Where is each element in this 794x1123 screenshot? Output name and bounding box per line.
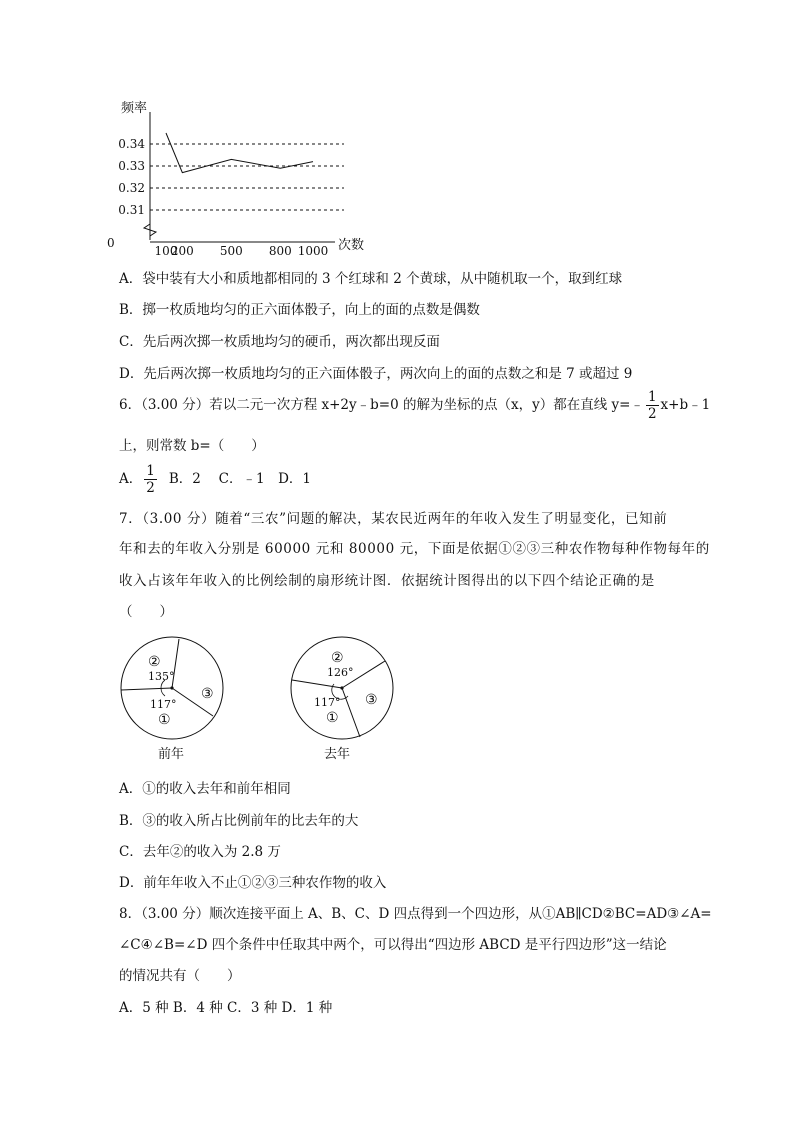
x-tick-label: 100 <box>154 244 178 258</box>
q6-option-a-fraction: $\frac{1}{2}$ <box>146 463 155 496</box>
q8-stem-line3: 的情况共有（ ） <box>119 968 241 984</box>
pie1-angle-bottom: 117° <box>150 698 177 711</box>
q6-option-a-prefix: A． <box>119 471 143 487</box>
q7-stem-line1: 7．（3.00 分）随着“三农”问题的解决，某农民近两年的年收入发生了明显变化，已知前 <box>119 511 668 527</box>
pie2-label-2: ② <box>331 650 344 666</box>
q7-stem-line3: 收入占该年年收入的比例绘制的扇形统计图．依据统计图得出的以下四个结论正确的是 <box>119 573 655 589</box>
q6-options-rest: B．2 C．﹣1 D．1 <box>168 471 311 487</box>
pie1-label-3: ③ <box>201 686 214 702</box>
pie1-label-1: ① <box>158 712 171 728</box>
frequency-series-line <box>166 133 313 173</box>
q5-option-b: B．掷一枚质地均匀的正六面体骰子，向上的面的点数是偶数 <box>119 302 480 318</box>
q6-stem-part1: 6．（3.00 分）若以二元一次方程 x+2y﹣b=0 的解为坐标的点（x，y）都在直线 y=﹣ <box>119 397 644 413</box>
pie2-label-1: ① <box>326 710 339 726</box>
y-axis-label: 频率 <box>121 101 148 116</box>
y-tick-label: 0.33 <box>118 159 145 173</box>
q8-stem-line1: 8．（3.00 分）顺次连接平面上 A、B、C、D 四点得到一个四边形，从①AB∥CD②BC=AD③∠A= <box>119 906 712 922</box>
frequency-line-chart <box>100 92 370 262</box>
pie2-angle-top: 126° <box>327 666 354 679</box>
q6-options <box>119 462 311 496</box>
q5-option-d: D．先后两次掷一枚质地均匀的正六面体骰子，两次向上的面的点数之和是 7 或超过 9 <box>119 366 633 382</box>
q5-option-c: C．先后两次掷一枚质地均匀的硬币，两次都出现反面 <box>119 334 440 350</box>
pie-chart-last-year <box>280 636 410 766</box>
q8-options: A．5 种 B．4 种 C．3 种 D．1 种 <box>119 1000 333 1016</box>
q8-stem-line2: ∠C④∠B=∠D 四个条件中任取其中两个，可以得出“四边形 ABCD 是平行四边形”这一结论 <box>119 937 667 953</box>
pie1-angle-top: 135° <box>148 670 175 683</box>
q7-option-a: A．①的收入去年和前年相同 <box>119 781 291 797</box>
pie-chart-previous-year <box>110 636 240 766</box>
y-tick-label: 0.34 <box>118 137 145 151</box>
q7-stem-line2: 年和去的年收入分别是 60000 元和 80000 元，下面是依据①②③三种农作物每种作物每年的 <box>119 541 710 557</box>
x-tick-label: 500 <box>219 244 243 258</box>
q6-fraction: $\frac{1}{2}$ <box>647 389 657 422</box>
q7-option-c: C．去年②的收入为 2.8 万 <box>119 844 281 860</box>
q6-stem-line2: 上，则常数 b=（ ） <box>119 438 265 454</box>
q7-option-d: D．前年年收入不止①②③三种农作物的收入 <box>119 875 387 891</box>
q7-option-b: B．③的收入所占比例前年的比去年的大 <box>119 813 359 829</box>
y-tick-label: 0.31 <box>118 203 145 217</box>
x-tick-label: 200 <box>170 244 194 258</box>
y-tick-label: 0.32 <box>118 181 145 195</box>
pie1-caption: 前年 <box>158 747 185 762</box>
q6-stem-part2: x+b﹣1 <box>660 397 711 413</box>
q7-stem-line4: （ ） <box>119 604 173 620</box>
x-tick-label: 1000 <box>297 244 329 258</box>
q5-option-a: A．袋中装有大小和质地都相同的 3 个红球和 2 个黄球，从中随机取一个，取到红球 <box>119 271 623 287</box>
q6-stem-line1 <box>119 388 710 422</box>
pie2-angle-bottom: 117° <box>314 696 341 709</box>
pie2-label-3: ③ <box>365 692 378 708</box>
pie2-caption: 去年 <box>324 747 351 762</box>
x-tick-label: 800 <box>268 244 292 258</box>
pie1-label-2: ② <box>148 654 161 670</box>
x-axis-label: 次数 <box>338 238 365 253</box>
origin-label: 0 <box>107 236 115 250</box>
